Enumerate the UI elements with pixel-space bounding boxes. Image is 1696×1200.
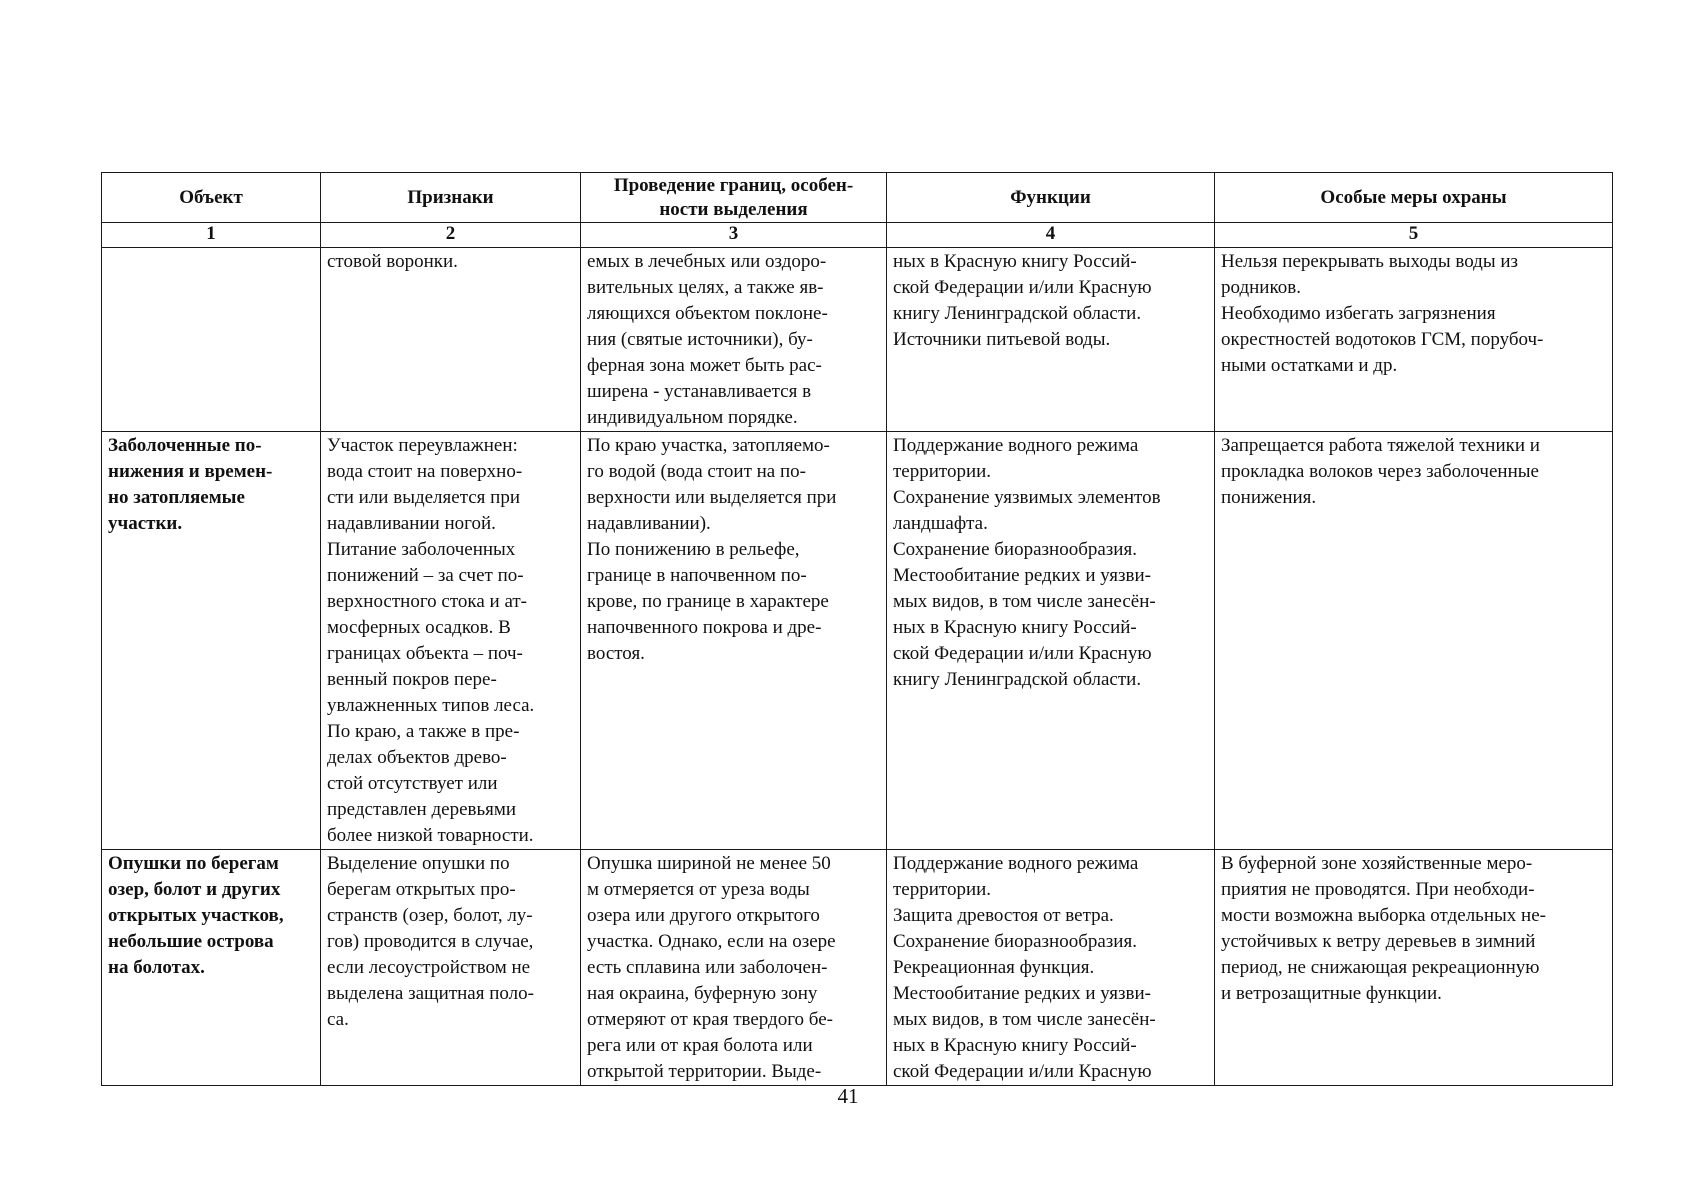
cell-line: ферная зона может быть рас- xyxy=(587,355,822,376)
cell-line: участки. xyxy=(108,513,183,534)
cell-line: востоя. xyxy=(587,643,645,664)
table-cell-boundaries xyxy=(581,248,887,432)
cell-line: Необходимо избегать загрязнения xyxy=(1221,303,1496,324)
header-functions xyxy=(887,173,1215,223)
table-cell-protection xyxy=(1215,248,1613,432)
cell-line: озера или другого открытого xyxy=(587,905,820,926)
table-cell-protection xyxy=(1215,432,1613,850)
cell-line: ных в Красную книгу Россий- xyxy=(893,1035,1137,1056)
cell-line: и ветрозащитные функции. xyxy=(1221,983,1442,1004)
cell-line: Нельзя перекрывать выходы воды из xyxy=(1221,251,1519,272)
cell-line: Сохранение уязвимых элементов xyxy=(893,487,1161,508)
column-number: 4 xyxy=(887,223,1215,248)
header-object xyxy=(102,173,321,223)
cell-line: территории. xyxy=(893,461,992,482)
main-table xyxy=(101,172,1613,1086)
cell-line: Местообитание редких и уязви- xyxy=(893,983,1152,1004)
cell-line: верхности или выделяется при xyxy=(587,487,837,508)
header-row xyxy=(102,173,1613,223)
cell-line: Заболоченные по- xyxy=(108,435,262,456)
cell-line: верхностного стока и ат- xyxy=(327,591,528,612)
cell-line: сти или выделяется при xyxy=(327,487,521,508)
cell-line: делах объектов древо- xyxy=(327,747,507,768)
cell-line: ная окраина, буферную зону xyxy=(587,983,818,1004)
cell-line: ландшафта. xyxy=(893,513,988,534)
cell-line: Поддержание водного режима xyxy=(893,435,1139,456)
cell-line: понижений – за счет по- xyxy=(327,565,524,586)
cell-line: В буферной зоне хозяйственные меро- xyxy=(1221,853,1533,874)
cell-line: устойчивых к ветру деревьев в зимний xyxy=(1221,931,1536,952)
table-cell-object xyxy=(102,850,321,1086)
cell-line: крове, по границе в характере xyxy=(587,591,829,612)
cell-line: Участок переувлажнен: xyxy=(327,435,518,456)
table-cell-boundaries xyxy=(581,432,887,850)
cell-line: период, не снижающая рекреационную xyxy=(1221,957,1540,978)
cell-line: открытых участков, xyxy=(108,905,284,926)
cell-line: границах объекта – поч- xyxy=(327,643,523,664)
cell-line: понижения. xyxy=(1221,487,1317,508)
cell-line: надавливании ногой. xyxy=(327,513,496,534)
cell-line: мости возможна выборка отдельных не- xyxy=(1221,905,1546,926)
table-cell-functions xyxy=(887,432,1215,850)
cell-line: рега или от края болота или xyxy=(587,1035,813,1056)
cell-line: более низкой товарности. xyxy=(327,825,534,846)
cell-line: есть сплавина или заболочен- xyxy=(587,957,828,978)
header-boundaries xyxy=(581,173,887,223)
cell-line: участка. Однако, если на озере xyxy=(587,931,836,952)
cell-line: представлен деревьями xyxy=(327,799,517,820)
table-body xyxy=(102,248,1613,1086)
cell-line: ляющихся объектом поклоне- xyxy=(587,303,828,324)
header-protection xyxy=(1215,173,1613,223)
header-line: Проведение границ, особен- xyxy=(613,174,854,196)
table-cell-functions xyxy=(887,850,1215,1086)
cell-line: ской Федерации и/или Красную xyxy=(893,277,1152,298)
cell-line: но затопляемые xyxy=(108,487,245,508)
cell-line: Поддержание водного режима xyxy=(893,853,1139,874)
header-line: Функции xyxy=(1010,186,1091,208)
header-line: Объект xyxy=(179,186,243,208)
table-row xyxy=(102,432,1613,850)
cell-line: озер, болот и других xyxy=(108,879,281,900)
table-cell-protection xyxy=(1215,850,1613,1086)
cell-line: окрестностей водотоков ГСМ, порубоч- xyxy=(1221,329,1544,350)
cell-line: ской Федерации и/или Красную xyxy=(893,643,1152,664)
table-header xyxy=(102,173,1613,248)
cell-line: По краю, а также в пре- xyxy=(327,721,520,742)
cell-line: ных в Красную книгу Россий- xyxy=(893,617,1137,638)
cell-line: мых видов, в том числе занесён- xyxy=(893,591,1156,612)
cell-line: Опушки по берегам xyxy=(108,853,279,874)
cell-line: Опушка шириной не менее 50 xyxy=(587,853,831,874)
header-line: ности выделения xyxy=(659,198,808,220)
cell-line: берегам открытых про- xyxy=(327,879,516,900)
cell-line: отмеряют от края твердого бе- xyxy=(587,1009,833,1030)
cell-line: стовой воронки. xyxy=(327,251,458,272)
cell-line: ными остатками и др. xyxy=(1221,355,1398,376)
cell-line: приятия не проводятся. При необходи- xyxy=(1221,879,1535,900)
cell-line: По понижению в рельефе, xyxy=(587,539,800,560)
table-cell-object xyxy=(102,248,321,432)
cell-line: небольшие острова xyxy=(108,931,274,952)
cell-line: родников. xyxy=(1221,277,1301,298)
cell-line: территории. xyxy=(893,879,992,900)
column-number-row xyxy=(102,223,1613,248)
cell-line: напочвенного покрова и дре- xyxy=(587,617,822,638)
cell-line: Местообитание редких и уязви- xyxy=(893,565,1152,586)
cell-line: ния (святые источники), бу- xyxy=(587,329,813,350)
cell-line: книгу Ленинградской области. xyxy=(893,303,1142,324)
header-features xyxy=(321,173,581,223)
cell-line: Сохранение биоразнообразия. xyxy=(893,539,1137,560)
column-number: 3 xyxy=(581,223,887,248)
cell-line: индивидуальном порядке. xyxy=(587,407,798,428)
table-cell-features xyxy=(321,248,581,432)
cell-line: Питание заболоченных xyxy=(327,539,516,560)
cell-line: на болотах. xyxy=(108,957,205,978)
column-number: 2 xyxy=(321,223,581,248)
cell-line: емых в лечебных или оздоро- xyxy=(587,251,827,272)
table-cell-features xyxy=(321,850,581,1086)
table-cell-boundaries xyxy=(581,850,887,1086)
cell-line: Сохранение биоразнообразия. xyxy=(893,931,1137,952)
cell-line: ширена - устанавливается в xyxy=(587,381,812,402)
cell-line: ской Федерации и/или Красную xyxy=(893,1061,1152,1082)
table-cell-object xyxy=(102,432,321,850)
cell-line: вода стоит на поверхно- xyxy=(327,461,523,482)
cell-line: Рекреационная функция. xyxy=(893,957,1095,978)
column-number: 1 xyxy=(102,223,321,248)
cell-line: венный покров пере- xyxy=(327,669,497,690)
cell-line: мосферных осадков. В xyxy=(327,617,511,638)
cell-line: Выделение опушки по xyxy=(327,853,510,874)
cell-line: са. xyxy=(327,1009,349,1030)
cell-line: выделена защитная поло- xyxy=(327,983,534,1004)
cell-line: нижения и времен- xyxy=(108,461,273,482)
cell-line: прокладка волоков через заболоченные xyxy=(1221,461,1539,482)
header-line: Особые меры охраны xyxy=(1320,186,1507,208)
table-cell-functions xyxy=(887,248,1215,432)
cell-line: м отмеряется от уреза воды xyxy=(587,879,810,900)
cell-line: гов) проводится в случае, xyxy=(327,931,534,952)
cell-line: открытой территории. Выде- xyxy=(587,1061,822,1082)
table-row xyxy=(102,248,1613,432)
cell-line: странств (озер, болот, лу- xyxy=(327,905,533,926)
cell-line: мых видов, в том числе занесён- xyxy=(893,1009,1156,1030)
header-line: Признаки xyxy=(407,186,494,208)
cell-line: Источники питьевой воды. xyxy=(893,329,1111,350)
cell-line: ных в Красную книгу Россий- xyxy=(893,251,1137,272)
cell-line: границе в напочвенном по- xyxy=(587,565,807,586)
cell-line: надавливании). xyxy=(587,513,711,534)
cell-line: стой отсутствует или xyxy=(327,773,498,794)
cell-line: го водой (вода стоит на по- xyxy=(587,461,806,482)
cell-line: книгу Ленинградской области. xyxy=(893,669,1142,690)
table-cell-features xyxy=(321,432,581,850)
column-number: 5 xyxy=(1215,223,1613,248)
cell-line: если лесоустройством не xyxy=(327,957,531,978)
table-row xyxy=(102,850,1613,1086)
cell-line: По краю участка, затопляемо- xyxy=(587,435,830,456)
page-number: 41 xyxy=(837,1084,859,1108)
cell-line: Защита древостоя от ветра. xyxy=(893,905,1114,926)
cell-line: увлажненных типов леса. xyxy=(327,695,535,716)
cell-line: Запрещается работа тяжелой техники и xyxy=(1221,435,1540,456)
cell-line: вительных целях, а также яв- xyxy=(587,277,824,298)
